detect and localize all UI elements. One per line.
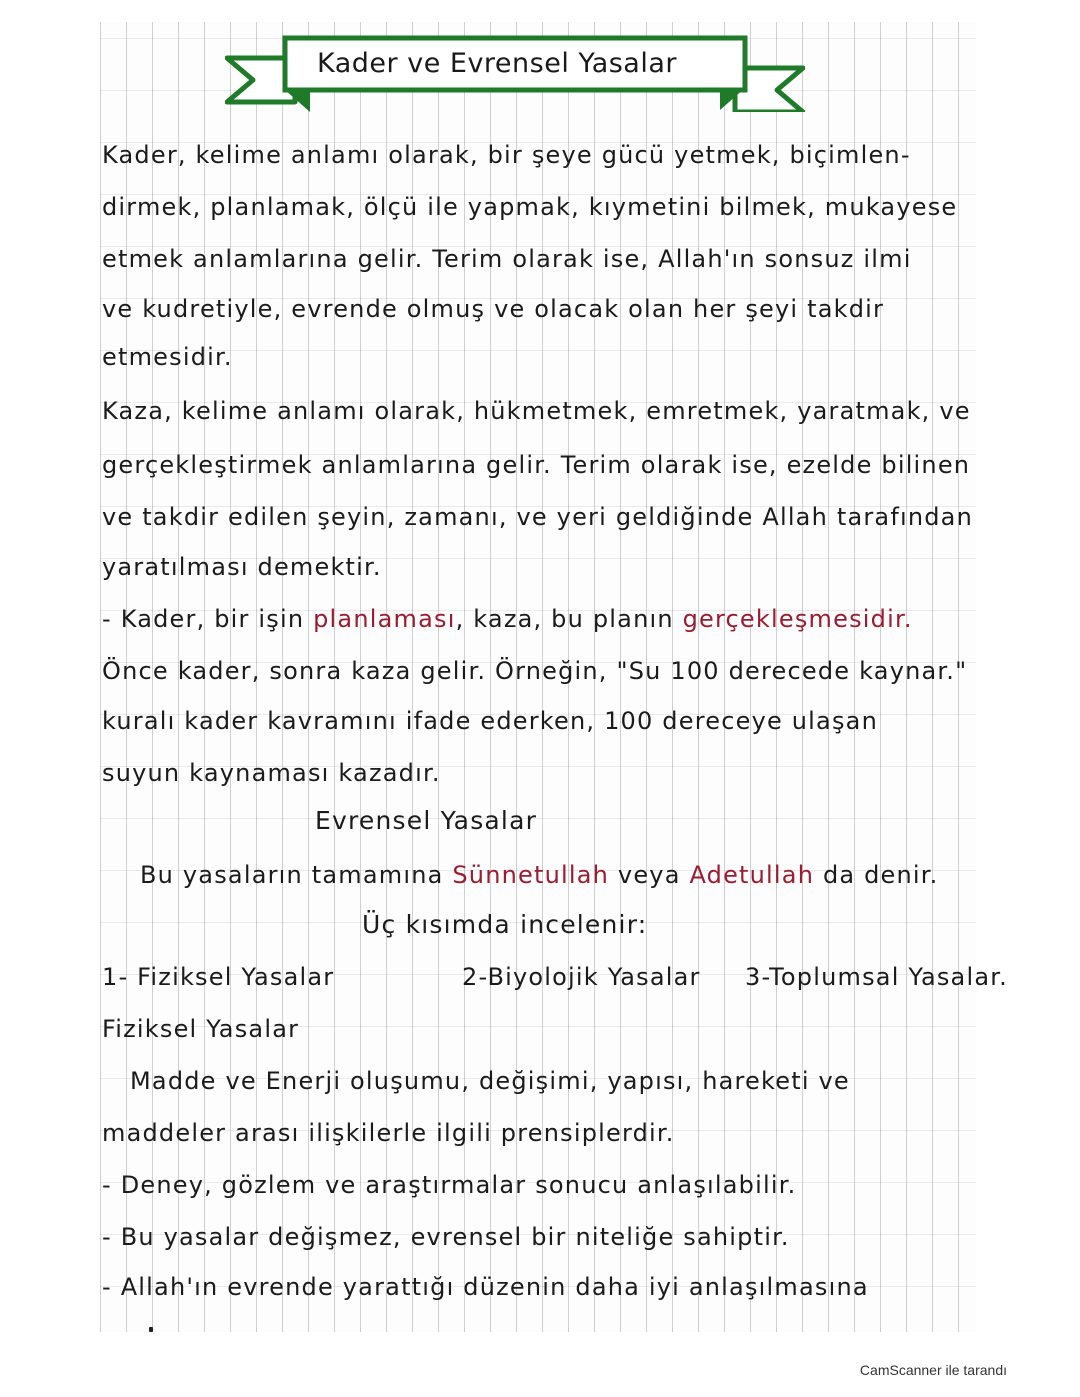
highlight-gerceklesmesidir: gerçekleşmesidir.: [682, 605, 913, 633]
text: veya: [609, 861, 690, 889]
comparison-line: [102, 604, 913, 634]
highlight-adetullah: Adetullah: [689, 861, 815, 889]
scanner-watermark: CamScanner ile tarandı: [859, 1362, 1007, 1378]
text: da denir.: [814, 861, 939, 889]
text-line: Madde ve Enerji oluşumu, değişimi, yapısı, hareketi ve: [130, 1067, 850, 1095]
bullet-item: - Allah'ın evrende yarattığı düzenin daha iyi anlaşılmasına: [102, 1273, 869, 1301]
page-title: Kader ve Evrensel Yasalar: [317, 48, 677, 79]
text-line: kuralı kader kavramını ifade ederken, 100 dereceye ulaşan: [102, 707, 878, 735]
text-line: etmek anlamlarına gelir. Terim olarak ise, Allah'ın sonsuz ilmi: [102, 245, 912, 273]
subheading: Üç kısımda incelenir:: [362, 910, 648, 939]
text-line: suyun kaynaması kazadır.: [102, 759, 441, 787]
highlight-planlamasi: planlaması: [313, 605, 456, 633]
text-line: Kaza, kelime anlamı olarak, hükmetmek, emretmek, yaratmak, ve: [102, 397, 971, 425]
text-line: etmesidir.: [102, 343, 233, 371]
highlight-sunnetullah: Sünnetullah: [452, 861, 610, 889]
ink-dot: [149, 1327, 153, 1332]
text-line: maddeler arası ilişkilerle ilgili prensiplerdir.: [102, 1119, 675, 1147]
text-line: ve kudretiyle, evrende olmuş ve olacak olan her şeyi takdir: [102, 295, 885, 323]
law-type-2: 2-Biyolojik Yasalar: [462, 963, 701, 991]
text-line: Kader, kelime anlamı olarak, bir şeye gücü yetmek, biçimlen-: [102, 141, 911, 169]
text-line: dirmek, planlamak, ölçü ile yapmak, kıymetini bilmek, mukayese: [102, 193, 958, 221]
law-type-3: 3-Toplumsal Yasalar.: [745, 963, 1008, 991]
intro-line: [140, 860, 938, 890]
text-line: ve takdir edilen şeyin, zamanı, ve yeri geldiğinde Allah tarafından: [102, 503, 974, 531]
text-line: yaratılması demektir.: [102, 553, 382, 581]
text: , kaza, bu planın: [455, 605, 683, 633]
section-heading: Evrensel Yasalar: [315, 806, 538, 835]
section-heading: Fiziksel Yasalar: [102, 1015, 300, 1043]
text-line: Önce kader, sonra kaza gelir. Örneğin, "Su 100 derecede kaynar.": [102, 657, 968, 685]
title-banner: [225, 30, 805, 112]
text: Bu yasaların tamamına: [140, 861, 453, 889]
text-line: gerçekleştirmek anlamlarına gelir. Terim olarak ise, ezelde bilinen: [102, 451, 971, 479]
bullet-item: - Deney, gözlem ve araştırmalar sonucu anlaşılabilir.: [102, 1171, 797, 1199]
bullet-item: - Bu yasalar değişmez, evrensel bir niteliğe sahiptir.: [102, 1223, 790, 1251]
law-type-1: 1- Fiziksel Yasalar: [102, 963, 335, 991]
text: - Kader, bir işin: [102, 605, 314, 633]
